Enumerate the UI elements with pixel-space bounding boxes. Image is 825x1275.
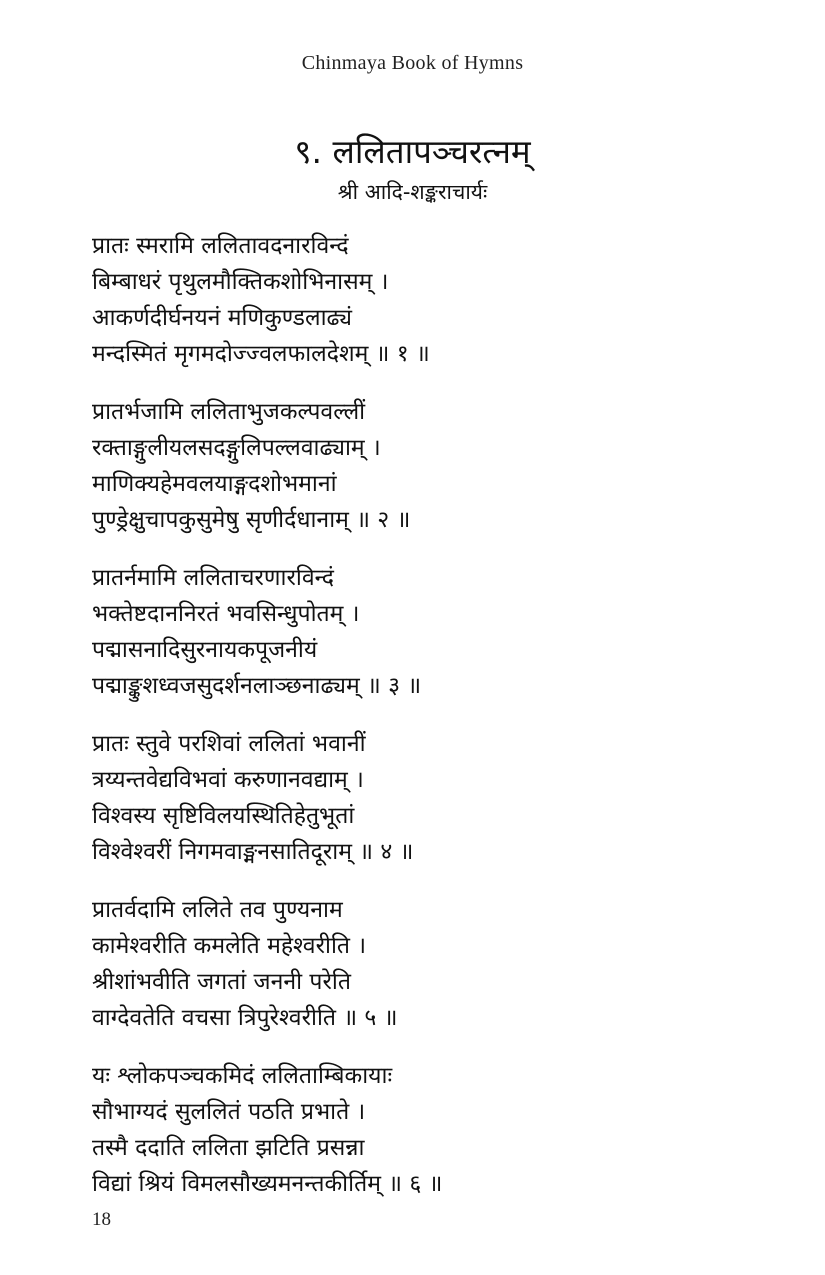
hymn-author: श्री आदि-शङ्कराचार्यः [337, 180, 488, 204]
verse-2 [92, 394, 772, 538]
verses-block [92, 228, 772, 1224]
verse-5 [92, 892, 772, 1036]
verse-line: रक्ताङ्गुलीयलसदङ्गुलिपल्लवाढ्याम् । [92, 435, 381, 461]
verse-line: विश्वस्य सृष्टिविलयस्थितिहेतुभूतां [92, 803, 355, 829]
verse-line: माणिक्यहेमवलयाङ्गदशोभमानां [92, 471, 337, 497]
verse-line: विद्यां श्रियं विमलसौख्यमनन्तकीर्तिम् ॥ ६ ॥ [92, 1171, 443, 1197]
verse-line: मन्दस्मितं मृगमदोज्ज्वलफालदेशम् ॥ १ ॥ [92, 341, 430, 367]
verse-line: पद्माङ्कुशध्वजसुदर्शनलाञ्छनाढ्यम् ॥ ३ ॥ [92, 673, 422, 699]
verse-line: श्रीशांभवीति जगतां जननी परेति [92, 969, 351, 995]
verse-line: प्रातर्नमामि ललिताचरणारविन्दं [92, 565, 334, 591]
verse-line: भक्तेष्टदाननिरतं भवसिन्धुपोतम् । [92, 601, 360, 627]
verse-line: पुण्ड्रेक्षुचापकुसुमेषु सृणीर्दधानाम् ॥ २ ॥ [92, 507, 411, 533]
verse-line: प्रातर्वदामि ललिते तव पुण्यनाम [92, 897, 343, 923]
verse-line: विश्वेश्वरीं निगमवाङ्मनसातिदूराम् ॥ ४ ॥ [92, 839, 414, 865]
verse-line: त्रय्यन्तवेद्यविभवां करुणानवद्याम् । [92, 767, 364, 793]
verse-line: यः श्लोकपञ्चकमिदं ललिताम्बिकायाः [92, 1063, 393, 1089]
running-header: Chinmaya Book of Hymns [301, 52, 524, 74]
verse-line: प्रातर्भजामि ललिताभुजकल्पवल्लीं [92, 399, 366, 425]
verse-4 [92, 726, 772, 870]
page-number: 18 [92, 1209, 111, 1230]
verse-line: कामेश्वरीति कमलेति महेश्वरीति । [92, 933, 367, 959]
verse-line: प्रातः स्तुवे परशिवां ललितां भवानीं [92, 731, 366, 757]
verse-1 [92, 228, 772, 372]
verse-line: प्रातः स्मरामि ललितावदनारविन्दं [92, 233, 349, 259]
verse-line: आकर्णदीर्घनयनं मणिकुण्डलाढ्यं [92, 305, 353, 331]
verse-6 [92, 1058, 772, 1202]
verse-line: वाग्देवतेति वचसा त्रिपुरेश्वरीति ॥ ५ ॥ [92, 1005, 398, 1031]
verse-3 [92, 560, 772, 704]
verse-line: सौभाग्यदं सुललितं पठति प्रभाते । [92, 1099, 366, 1125]
verse-line: पद्मासनादिसुरनायकपूजनीयं [92, 637, 318, 663]
verse-line: तस्मै ददाति ललिता झटिति प्रसन्ना [92, 1135, 365, 1161]
verse-line: बिम्बाधरं पृथुलमौक्तिकशोभिनासम् । [92, 269, 389, 295]
hymn-title: ९. ललितापञ्चरत्नम् [294, 132, 531, 171]
